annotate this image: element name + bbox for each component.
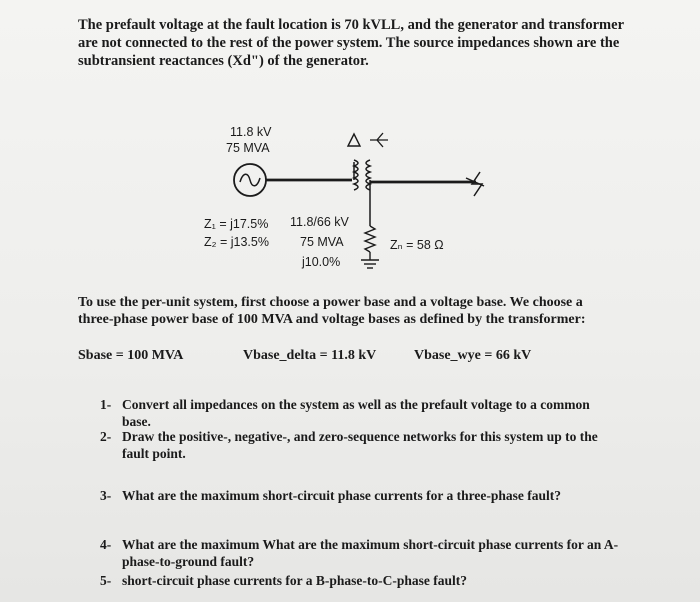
- question-number: 1-: [100, 397, 112, 412]
- vbase-wye-value: Vbase_wye = 66 kV: [414, 348, 532, 363]
- question-3: [100, 487, 620, 504]
- question-text: short-circuit phase currents for a B-phase-to-C-phase fault?: [122, 573, 467, 588]
- question-number: 3-: [100, 488, 112, 503]
- vbase-delta-value: Vbase_delta = 11.8 kV: [243, 348, 377, 363]
- sbase-value: Sbase = 100 MVA: [78, 348, 184, 363]
- question-2: [100, 428, 620, 462]
- question-text: Convert all impedances on the system as well as the prefault voltage to a common base.: [122, 397, 590, 429]
- delta-wye-symbol: [348, 133, 388, 147]
- per-unit-intro: To use the per-unit system, first choose a power base and a voltage base. We choose a three-phase power base of 100 MVA and voltage bases as defined by the transformer:: [78, 295, 586, 327]
- ground-symbol: [361, 260, 379, 268]
- problem-statement: The prefault voltage at the fault location is 70 kVLL, and the generator and transformer are not connected to the rest of the power system. The source impedances shown are the subtransient reactances (Xd") of the generator.: [78, 17, 624, 69]
- question-4: [100, 536, 620, 570]
- question-text: What are the maximum short-circuit phase currents for a three-phase fault?: [122, 488, 561, 503]
- circuit-diagram: [190, 118, 500, 283]
- transformer-voltage-label: 11.8/66 kV: [290, 215, 349, 229]
- question-number: 4-: [100, 537, 112, 552]
- negative-sequence-impedance: Z₂ = j13.5%: [204, 235, 269, 249]
- question-text: What are the maximum What are the maximum short-circuit phase currents for an A-phase-to-ground fault?: [122, 537, 619, 569]
- generator-voltage-label: 11.8 kV: [230, 125, 272, 139]
- neutral-impedance-label: Zₙ = 58 Ω: [390, 238, 444, 252]
- grounding-resistor-symbol: [365, 226, 375, 260]
- question-number: 2-: [100, 429, 112, 444]
- question-text: Draw the positive-, negative-, and zero-sequence networks for this system up to the fault point.: [122, 429, 598, 461]
- transformer-impedance-label: j10.0%: [302, 255, 341, 269]
- transformer-symbol: [354, 160, 370, 226]
- generator-symbol: [234, 164, 266, 196]
- question-5: [100, 572, 620, 589]
- fault-symbol: [466, 172, 484, 196]
- question-1: [100, 396, 620, 430]
- question-number: 5-: [100, 573, 112, 588]
- positive-sequence-impedance: Z₁ = j17.5%: [204, 217, 269, 231]
- transformer-rating-label: 75 MVA: [300, 235, 344, 249]
- generator-rating-label: 75 MVA: [226, 141, 270, 155]
